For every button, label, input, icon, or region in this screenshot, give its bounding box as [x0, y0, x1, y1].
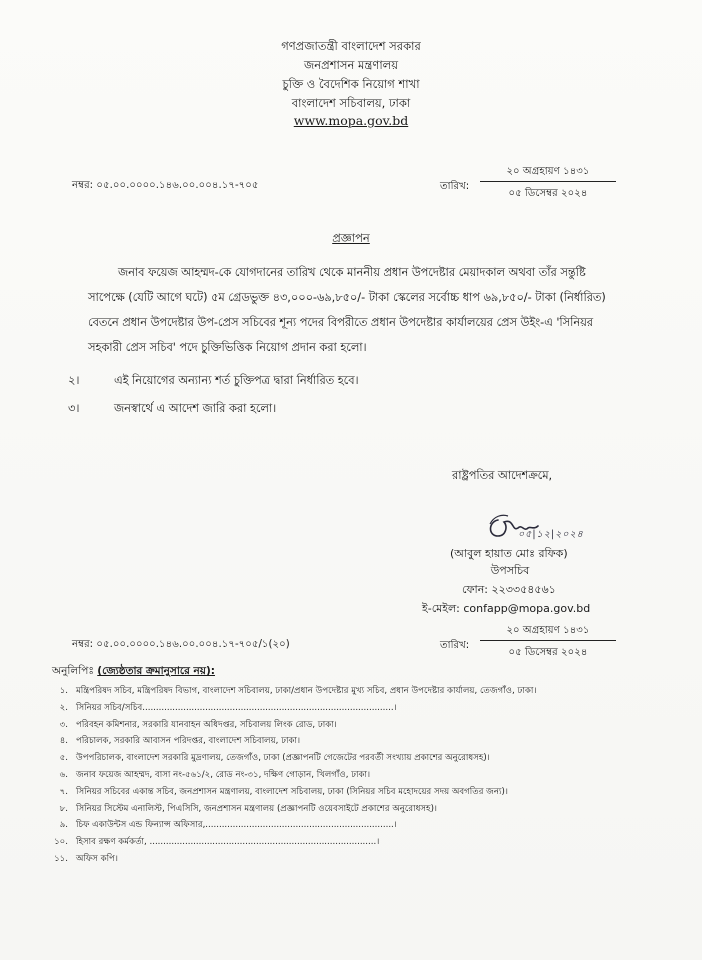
government-name: গণপ্রজাতন্ত্রী বাংলাদেশ সরকার	[281, 39, 421, 53]
signatory-email[interactable]: ই-মেইল: confapp@mopa.gov.bd	[422, 602, 591, 615]
date-label: তারিখ:	[440, 181, 470, 192]
copy-item: ২. সিনিয়র সচিব/সচিব............................................................................................।	[59, 702, 397, 713]
copy-item: ৪. পরিচালক, সরকারি আবাসন পরিদপ্তর, বাংলাদেশ সচিবালয়, ঢাকা।	[59, 736, 301, 747]
date-english: ০৫ ডিসেম্বর ২০২৪	[508, 188, 588, 199]
signature-date: ০৫|১২|২০২৪	[518, 529, 584, 540]
date-bangla: ২০ অগ্রহায়ণ ১৪৩১	[506, 166, 590, 177]
copy-item: ৩. পরিবহন কমিশনার, সরকারি যানবাহন অধিদপ্তর, সচিবালয় লিংক রোড, ঢাকা।	[59, 719, 337, 730]
copy-item: ৮. সিনিয়র সিস্টেম এনালিস্ট, পিএসিসি, জনপ্রশাসন মন্ত্রণালয় (প্রজ্ঞাপনটি ওয়েবসাইটে প্রকাশের অনুরোধসহ)।	[59, 803, 438, 814]
point-number: ২।	[68, 374, 80, 387]
copy-list	[30, 684, 670, 869]
paragraph-line: জনাব ফয়েজ আহম্মদ-কে যোগদানের তারিখ থেকে মাননীয় প্রধান উপদেষ্টার মেয়াদকাল অথবা তাঁর সন্তুষ্টি	[118, 266, 586, 279]
signatory-name: (আবুল হায়াত মোঃ রফিক)	[450, 547, 568, 560]
paragraph-line: সাপেক্ষে (যেটি আগে ঘটে) ৫ম গ্রেডভুক্ত ৪৩,০০০-৬৯,৮৫০/- টাকা স্কেলের সর্বোচ্চ ধাপ ৬৯,৮৫০/- টাকা (নির্ধারিত)	[88, 291, 606, 304]
copy-item: ৭. সিনিয়র সচিবের একান্ত সচিব, জনপ্রশাসন মন্ত্রণালয়, বাংলাদেশ সচিবালয়, ঢাকা (সিনিয়র সচিব মহোদয়ের সদয় অবগতির জন্য)।	[59, 786, 508, 797]
copy-item: ৫. উপপরিচালক, বাংলাদেশ সরকারি মুদ্রণালয়, তেজগাঁও, ঢাকা (প্রজ্ঞাপনটি গেজেটের পরবর্তী সংখ্যায় প্রকাশের অনুরোধসহ)।	[59, 753, 490, 764]
point-number: ৩।	[68, 402, 80, 415]
copy-item: ১. মন্ত্রিপরিষদ সচিব, মন্ত্রিপরিষদ বিভাগ, বাংলাদেশ সচিবালয়, ঢাকা/প্রধান উপদেষ্টার মুখ্য সচিব, প্রধান উপদেষ্টার কার্যালয়, তেজগাঁও, ঢাকা।	[59, 686, 537, 696]
copy-date-bangla: ২০ অগ্রহায়ণ ১৪৩১	[506, 625, 590, 636]
copy-heading	[52, 664, 215, 681]
signatory-phone: ফোন: ২২৩৩৫৪৫৬১	[462, 583, 556, 596]
copy-date-english: ০৫ ডিসেম্বর ২০২৪	[508, 647, 588, 658]
copy-item: ৬. জনাব ফয়েজ আহম্মদ, বাসা নং-৫৬১/২, রোড নং-৩১, দক্ষিণ গোড়ান, খিলগাঁও, ঢাকা।	[59, 769, 371, 780]
copy-date-divider	[480, 640, 616, 641]
point-text: এই নিয়োগের অন্যান্য শর্ত চুক্তিপত্র দ্বারা নির্ধারিত হবে।	[114, 374, 359, 387]
copy-date-label: তারিখ:	[440, 640, 470, 651]
document-title: প্রজ্ঞাপন	[332, 231, 370, 245]
office-address: বাংলাদেশ সচিবালয়, ঢাকা	[291, 96, 411, 110]
copy-item: ১০. হিসাব রক্ষণ কর্মকর্তা, ...................................................................................।	[54, 837, 380, 848]
point-text: জনস্বার্থে এ আদেশ জারি করা হলো।	[114, 402, 277, 415]
main-paragraph	[88, 260, 606, 360]
copy-heading-label: অনুলিপিঃ	[52, 665, 94, 677]
copy-heading-note: (জ্যেষ্ঠতার ক্রমানুসারে নয়):	[97, 665, 215, 677]
copy-item: ১১. অফিস কপি।	[54, 853, 118, 864]
copy-memo-number: নম্বর: ০৫.০০.০০০০.১৪৬.০০.০০৪.১৭-৭০৫/১(২০)	[72, 639, 290, 650]
date-divider	[480, 181, 616, 182]
paragraph-line: বেতনে প্রধান উপদেষ্টার উপ-প্রেস সচিবের শূন্য পদের বিপরীতে প্রধান উপদেষ্টার কার্যালয়ের প্রেস উইং-এ 'সিনিয়র	[88, 316, 593, 329]
copy-item: ৯. চিফ একাউন্টস এন্ড ফিন্যান্স অফিসার,.....................................................................।	[59, 820, 397, 831]
website-link[interactable]: www.mopa.gov.bd	[293, 113, 409, 128]
by-order-line: রাষ্ট্রপতির আদেশক্রমে,	[452, 469, 553, 482]
ministry-name: জনপ্রশাসন মন্ত্রণালয়	[304, 58, 398, 72]
memo-number: নম্বর: ০৫.০০.০০০০.১৪৬.০০.০০৪.১৭-৭০৫	[72, 180, 259, 191]
paragraph-line: সহকারী প্রেস সচিব' পদে চুক্তিভিত্তিক নিয়োগ প্রদান করা হলো।	[88, 341, 367, 354]
signatory-designation: উপসচিব	[490, 564, 530, 577]
section-name: চুক্তি ও বৈদেশিক নিয়োগ শাখা	[282, 77, 420, 91]
